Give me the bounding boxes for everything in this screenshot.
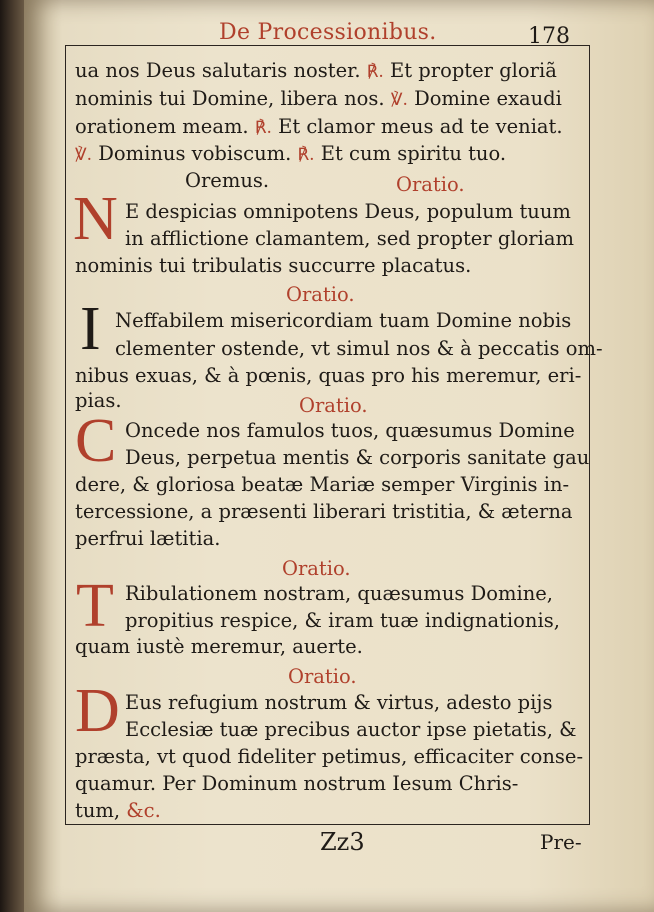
oration-line: pias. xyxy=(75,389,122,412)
intro-text: nominis tui Domine, libera nos. xyxy=(75,87,385,110)
oration-line: in afflictione clamantem, sed propter gloriam xyxy=(125,227,574,250)
drop-initial: C xyxy=(75,407,117,475)
oration-heading: Oratio. xyxy=(286,283,355,306)
book-page xyxy=(24,0,654,912)
response-symbol: ℟. xyxy=(297,145,315,165)
intro-line-1 xyxy=(75,58,557,85)
oration-line: nominis tui tribulatis succurre placatus. xyxy=(75,254,472,277)
oration-line: Oncede nos famulos tuos, quæsumus Domine xyxy=(125,419,575,442)
intro-text: Dominus vobiscum. xyxy=(98,142,292,165)
oration-final-line xyxy=(75,798,161,824)
running-title: De Processionibus. xyxy=(219,20,437,45)
oration-line: Ribulationem nostram, quæsumus Domine, xyxy=(125,582,553,605)
oration-line: præsta, vt quod fideliter petimus, efficaciter conse- xyxy=(75,745,584,768)
oration-line: quam iustè meremur, auerte. xyxy=(75,635,363,658)
oration-line: tercessione, a præsenti liberari tristitia, & æterna xyxy=(75,500,573,523)
intro-text: Domine exaudi xyxy=(414,87,562,110)
response-symbol: ℟. xyxy=(254,118,272,138)
oration-line: clementer ostende, vt simul nos & à peccatis om- xyxy=(115,337,603,360)
drop-initial: N xyxy=(73,185,118,253)
oration-heading: Oratio. xyxy=(288,665,357,688)
intro-line-4 xyxy=(75,141,506,168)
intro-text: Et clamor meus ad te veniat. xyxy=(278,115,563,138)
signature-mark: Zz3 xyxy=(320,828,365,856)
oration-line: Deus, perpetua mentis & corporis sanitate gau xyxy=(125,446,590,469)
etc-abbreviation: &c. xyxy=(126,799,161,822)
drop-initial: D xyxy=(75,677,120,745)
intro-line-2 xyxy=(75,86,562,113)
versicle-symbol: ℣. xyxy=(75,145,93,165)
response-symbol: ℟. xyxy=(366,62,384,82)
intro-text: Et propter gloriã xyxy=(390,59,557,82)
drop-initial: T xyxy=(76,572,114,640)
drop-initial: I xyxy=(80,295,101,363)
oration-heading: Oratio. xyxy=(282,557,351,580)
oration-heading: Oratio. xyxy=(299,394,368,417)
oration-line: nibus exuas, & à pœnis, quas pro his meremur, eri- xyxy=(75,364,582,387)
oration-line: Neffabilem misericordiam tuam Domine nobis xyxy=(115,309,572,332)
oration-line: Eus refugium nostrum & virtus, adesto pijs xyxy=(125,691,553,714)
intro-text: orationem meam. xyxy=(75,115,249,138)
catchword: Pre- xyxy=(540,830,582,854)
oration-line: propitius respice, & iram tuæ indignationis, xyxy=(125,609,560,632)
oration-heading: Oratio. xyxy=(396,173,465,196)
oremus-heading: Oremus. xyxy=(185,169,270,192)
oration-line: perfrui lætitia. xyxy=(75,527,221,550)
oration-line: Ecclesiæ tuæ precibus auctor ipse pietatis, & xyxy=(125,718,577,741)
intro-line-3 xyxy=(75,114,563,141)
versicle-symbol: ℣. xyxy=(390,90,408,110)
intro-text: ua nos Deus salutaris noster. xyxy=(75,59,361,82)
oration-line: tum, xyxy=(75,799,121,822)
oration-line: quamur. Per Dominum nostrum Iesum Chris- xyxy=(75,772,519,795)
oration-line: dere, & gloriosa beatæ Mariæ semper Virginis in- xyxy=(75,473,570,496)
intro-text: Et cum spiritu tuo. xyxy=(320,142,507,165)
oration-line: E despicias omnipotens Deus, populum tuum xyxy=(125,200,571,223)
page-number: 178 xyxy=(528,24,570,49)
